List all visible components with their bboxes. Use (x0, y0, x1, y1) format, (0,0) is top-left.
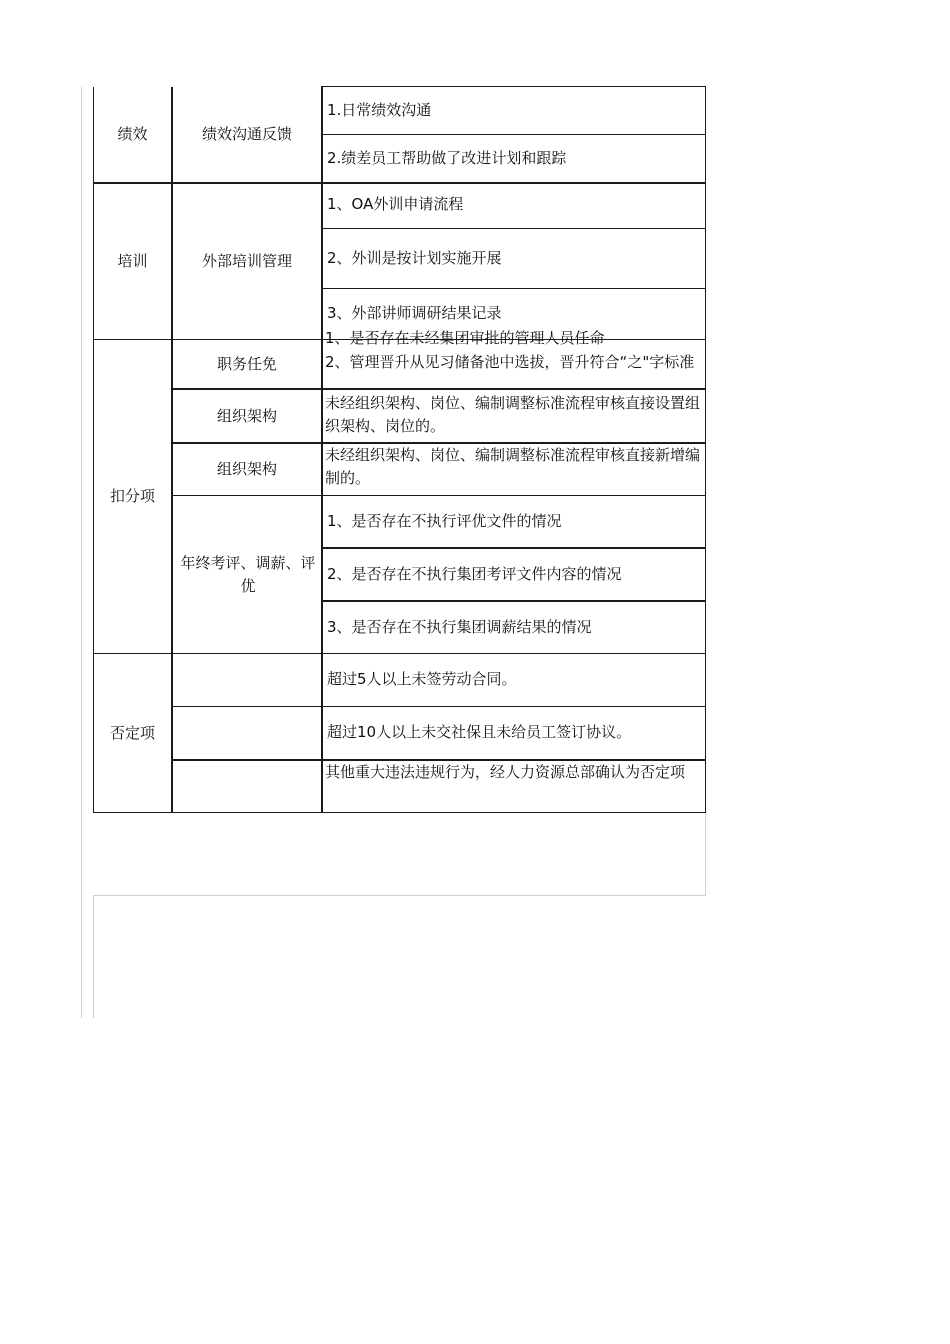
detail-appointment-2: 2、管理晋升从见习储备池中选拔，晋升符合“之"字标准 (325, 353, 695, 371)
category-veto: 否定项 (109, 723, 155, 742)
page-guide-inner-left (93, 896, 94, 1018)
detail-veto-1: 超过5人以上未签劳动合同。 (327, 669, 517, 688)
detail-appointment-1: 1、是否存在未经集团审批的管理人员任命 (325, 329, 605, 347)
item-appointment: 职务任免 (216, 354, 277, 373)
page-guide-bottom (93, 895, 706, 896)
detail-training-1: 1、OA外训申请流程 (327, 194, 464, 213)
item-org-structure-1: 组织架构 (216, 406, 277, 425)
detail-performance-1: 1.日常绩效沟通 (327, 101, 432, 119)
detail-training-2: 2、外训是按计划实施开展 (327, 249, 502, 267)
item-performance-feedback: 绩效沟通反馈 (201, 125, 292, 143)
detail-veto-3: 其他重大违法违规行为，经人力资源总部确认为否定项 (325, 763, 686, 781)
detail-org-structure-1: 未经组织架构、岗位、编制调整标准流程审核直接设置组织架构、岗位的。 (325, 394, 701, 435)
detail-org-structure-2: 未经组织架构、岗位、编制调整标准流程审核直接新增编制的。 (325, 446, 701, 487)
detail-annual-1: 1、是否存在不执行评优文件的情况 (327, 512, 562, 530)
detail-annual-3: 3、是否存在不执行集团调薪结果的情况 (327, 618, 592, 636)
row-line (321, 288, 706, 289)
item-annual-review: 年终考评、调薪、评优 (180, 553, 316, 595)
detail-performance-2: 2.绩差员工帮助做了改进计划和跟踪 (327, 149, 567, 167)
category-deduction: 扣分项 (109, 487, 155, 505)
category-performance: 绩效 (117, 125, 148, 143)
table-border-right (705, 87, 706, 813)
item-external-training: 外部培训管理 (201, 252, 292, 270)
detail-training-3: 3、外部讲师调研结果记录 (327, 303, 502, 322)
category-training: 培训 (117, 252, 148, 270)
detail-veto-2: 超过10人以上未交社保且未给员工签订协议。 (327, 722, 632, 741)
page-guide-right (705, 813, 706, 896)
table-border-bottom (93, 812, 706, 813)
detail-annual-2: 2、是否存在不执行集团考评文件内容的情况 (327, 565, 622, 583)
page-guide-left (81, 87, 82, 1018)
item-org-structure-2: 组织架构 (216, 460, 277, 478)
